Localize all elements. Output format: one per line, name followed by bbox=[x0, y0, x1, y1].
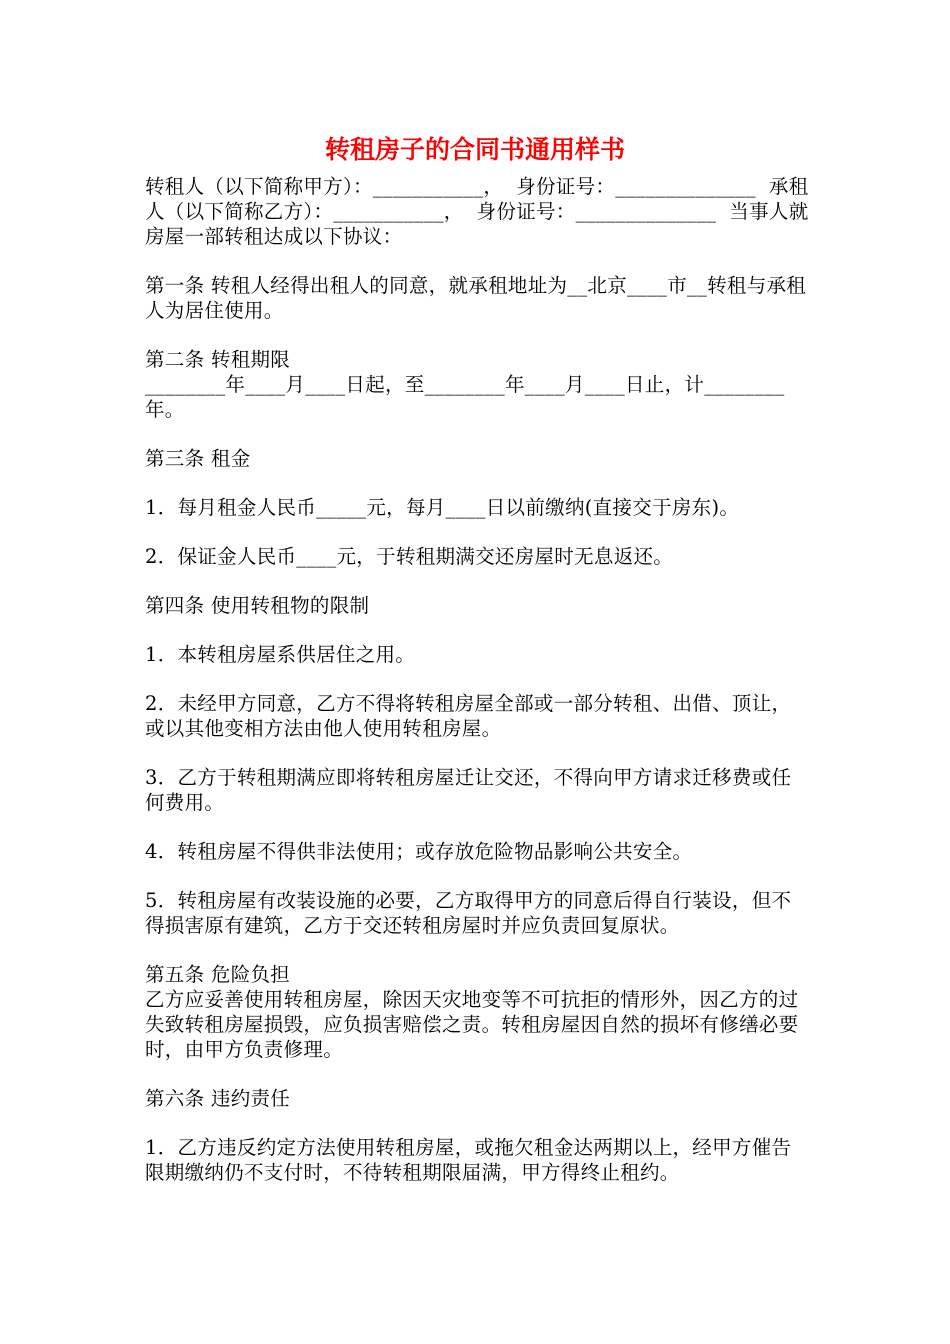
article-6-heading: 第六条 违约责任 bbox=[145, 1087, 291, 1110]
article-2-heading: 第二条 转租期限 bbox=[145, 348, 291, 371]
article-4-clause-1: 1．本转租房屋系供居住之用。 bbox=[145, 643, 416, 666]
article-6-clause-1: 1．乙方违反约定方法使用转租房屋，或拖欠租金达两期以上，经甲方催告限期缴纳仍不支付时，不待转租期限届满，甲方得终止租约。 bbox=[145, 1136, 792, 1184]
article-5-body: 乙方应妥善使用转租房屋，除因天灾地变等不可抗拒的情形外，因乙方的过失致转租房屋损毁，应负损害赔偿之责。转租房屋因自然的损坏有修缮必要时，由甲方负责修理。 bbox=[145, 988, 799, 1061]
article-4-clause-5: 5．转租房屋有改装设施的必要，乙方取得甲方的同意后得自行装设，但不得损害原有建筑，乙方于交还转租房屋时并应负责回复原状。 bbox=[145, 889, 792, 937]
article-3-clause-2: 2．保证金人民币____元，于转租期满交还房屋时无息返还。 bbox=[145, 545, 674, 568]
article-4-clause-4: 4．转租房屋不得供非法使用；或存放危险物品影响公共安全。 bbox=[145, 840, 693, 863]
article-2-body: ________年____月____日起，至________年____月____日止，计________年。 bbox=[145, 373, 785, 421]
article-3-heading: 第三条 租金 bbox=[145, 447, 251, 470]
article-1-paragraph: 第一条 转租人经得出租人的同意，就承租地址为__北京____市__转租与承租人为居住使用。 bbox=[145, 274, 807, 322]
article-4-heading: 第四条 使用转租物的限制 bbox=[145, 594, 370, 617]
document-body bbox=[145, 174, 810, 1209]
document-title: 转租房子的合同书通用样书 bbox=[324, 135, 625, 164]
article-4-clause-3: 3．乙方于转租期满应即将转租房屋迁让交还，不得向甲方请求迁移费或任何费用。 bbox=[145, 766, 792, 814]
parties-paragraph: 转租人（以下简称甲方）：___________， 身份证号：______________ 承租人（以下简称乙方）：___________， 身份证号：______________ 当事人就房屋一部转租达成以下协议： bbox=[145, 175, 809, 248]
article-3-clause-1: 1．每月租金人民币_____元，每月____日以前缴纳(直接交于房东)。 bbox=[145, 496, 740, 519]
article-5-heading: 第五条 危险负担 bbox=[145, 963, 291, 986]
article-4-clause-2: 2．未经甲方同意，乙方不得将转租房屋全部或一部分转租、出借、顶让，或以其他变相方法由他人使用转租房屋。 bbox=[145, 692, 792, 740]
